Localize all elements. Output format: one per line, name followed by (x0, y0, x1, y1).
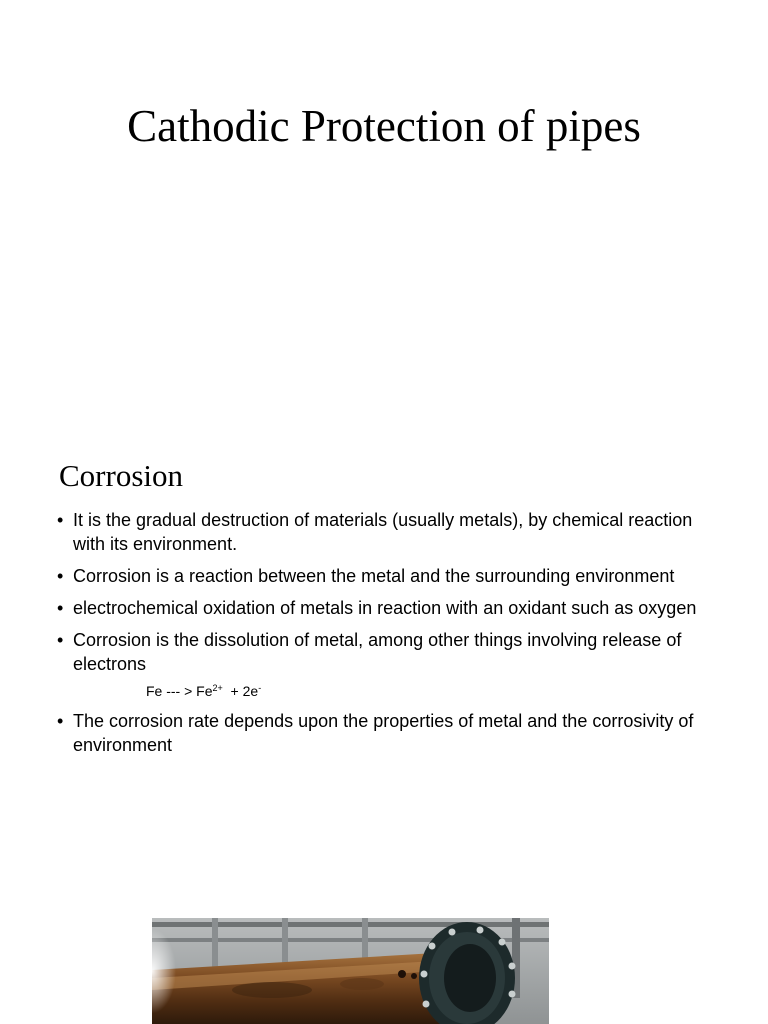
equation-middle: + 2e (222, 683, 259, 699)
electron-charge: - (258, 683, 262, 693)
ion-charge: 2+ (212, 683, 223, 693)
corroded-pipe-photo (152, 918, 549, 1024)
slide-title: Cathodic Protection of pipes (127, 101, 641, 151)
bullet-item: • The corrosion rate depends upon the properties of metal and the corrosivity of environment (57, 709, 717, 757)
section-heading: Corrosion (59, 458, 183, 493)
bullet-item: • Corrosion is the dissolution of metal, among other things involving release of electrons (57, 628, 717, 676)
chemical-equation (57, 681, 717, 701)
bullet-list (57, 508, 717, 765)
bullet-item: • electrochemical oxidation of metals in reaction with an oxidant such as oxygen (57, 596, 717, 620)
bullet-item: • Corrosion is a reaction between the metal and the surrounding environment (57, 564, 717, 588)
equation-left: Fe --- > Fe (146, 683, 213, 699)
bullet-item: • It is the gradual destruction of materials (usually metals), by chemical reaction with its environment. (57, 508, 717, 556)
